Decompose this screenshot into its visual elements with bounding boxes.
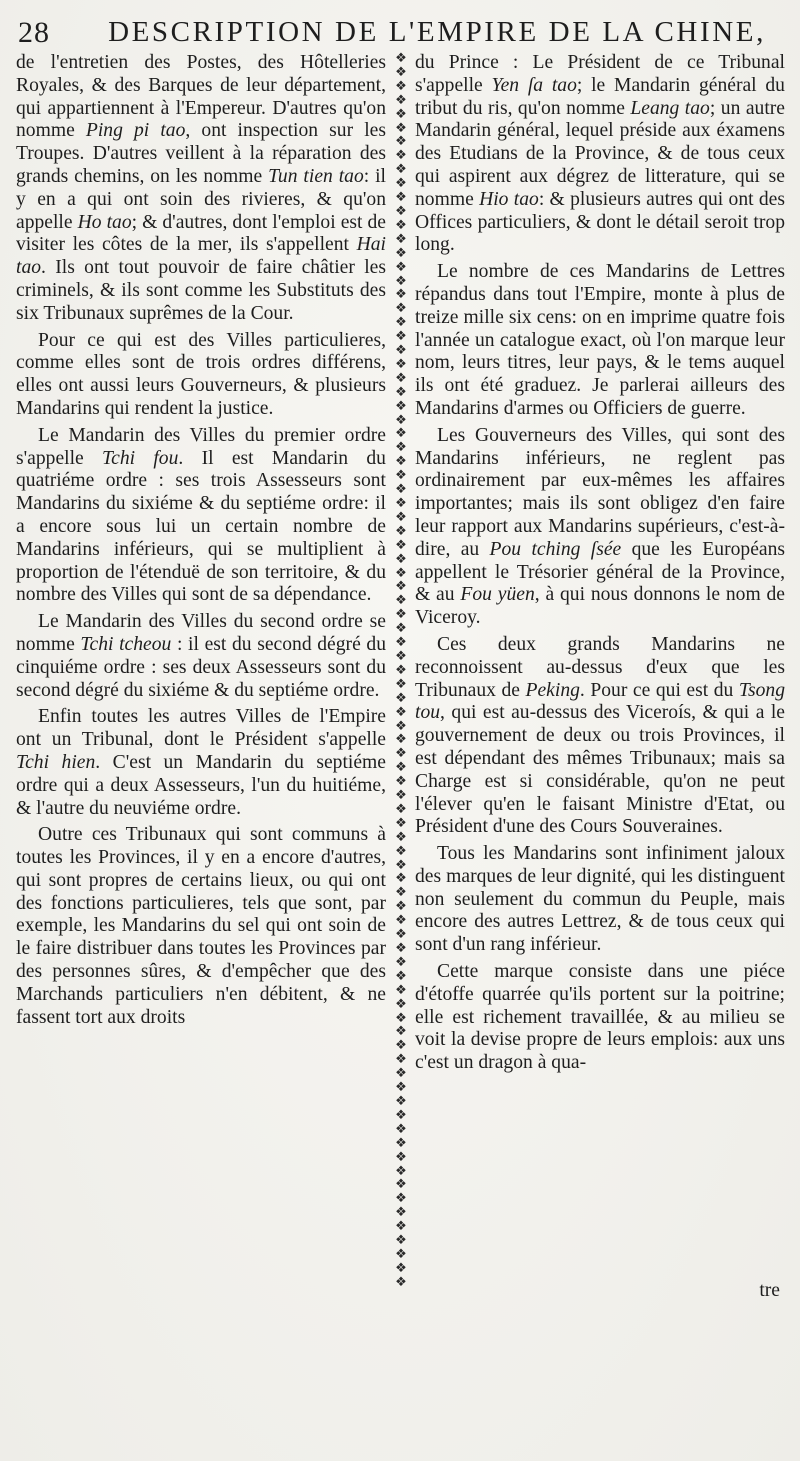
ornament-glyph: ❖ xyxy=(395,1093,407,1109)
ornament-glyph: ❖ xyxy=(395,941,407,956)
ornament-glyph: ❖ xyxy=(395,885,407,901)
italic-term: Tchi fou xyxy=(102,447,179,469)
ornament-glyph: ❖ xyxy=(395,1080,407,1096)
ornament-glyph: ❖ xyxy=(395,788,407,804)
ornament-glyph: ❖ xyxy=(395,843,407,859)
ornament-glyph: ❖ xyxy=(395,356,407,372)
ornament-glyph: ❖ xyxy=(395,551,407,567)
italic-term: Leang tao xyxy=(630,97,710,119)
italic-term: Hio tao xyxy=(479,188,539,210)
italic-term: Tchi tcheou xyxy=(80,633,172,655)
text-run: du Prince : Le Président de ce Tribunal s'appelle xyxy=(415,52,785,96)
italic-term: Ho tao xyxy=(77,211,132,233)
ornament-glyph: ❖ xyxy=(395,52,407,66)
ornament-glyph: ❖ xyxy=(395,718,407,734)
text-run: Pour ce qui est des Villes particulieres, comme elles sont de trois ordres différens, elles ont aussi leurs Gouverneurs, & plusieurs Mandarins qui rendent la justice. xyxy=(16,329,386,419)
ornament-glyph: ❖ xyxy=(395,496,407,511)
ornament-glyph: ❖ xyxy=(395,801,407,817)
ornament-glyph: ❖ xyxy=(395,1024,407,1040)
italic-term: Yen ſa tao xyxy=(491,74,577,96)
text-run: . Il est Mandarin du quatriéme ordre : ses trois Assesseurs sont Mandarins du sixiéme & du septiéme ordre: il a encore sous lui un certain nombre de Mandarins inférieurs, qui se multiplient à proportion de l'étenduë de son territoire, & du nombre des Villes qui sont de sa dépendance. xyxy=(16,447,386,606)
text-run: que les Européans appellent le Trésorier général de la Province, & au xyxy=(415,538,786,606)
text-run: de l'entretien des Postes, des Hôtelleries Royales, & des Barques de leur département, qui appartiennent à l'Empereur. D'autres qu'on nomme xyxy=(16,52,386,142)
ornament-glyph: ❖ xyxy=(395,148,407,164)
ornament-glyph: ❖ xyxy=(395,1246,407,1262)
ornament-glyph: ❖ xyxy=(395,662,407,678)
ornament-glyph: ❖ xyxy=(395,1219,407,1235)
italic-term: Tchi hien xyxy=(16,751,96,773)
text-run: , ont inspection sur les Troupes. D'autres veillent à la réparation des grands chemins, on les nomme xyxy=(16,120,387,187)
ornament-glyph: ❖ xyxy=(395,523,407,539)
ornament-glyph: ❖ xyxy=(395,162,407,178)
paragraph xyxy=(16,706,386,820)
ornament-glyph: ❖ xyxy=(395,370,407,386)
paragraph xyxy=(16,824,386,1029)
text-run: : il y en a qui ont soin des rivieres, & qu'on appelle xyxy=(16,165,387,233)
left-text-column xyxy=(16,52,386,1033)
ornament-glyph: ❖ xyxy=(395,287,407,303)
text-run: Tous les Mandarins sont infiniment jaloux des marques de leur dignité, qui les distinguent non seulement du commun du Peuple, mais encore des autres Lettrez, & de tous ceux qui sont d'un rang inférieur. xyxy=(415,843,785,956)
ornament-glyph: ❖ xyxy=(395,64,407,80)
running-title: DESCRIPTION DE L'EMPIRE DE LA CHINE, xyxy=(108,16,766,48)
ornament-glyph: ❖ xyxy=(395,134,407,150)
ornament-glyph: ❖ xyxy=(395,315,407,331)
ornament-glyph: ❖ xyxy=(395,1260,407,1276)
catchword: tre xyxy=(759,1280,780,1301)
ornament-glyph: ❖ xyxy=(395,1205,407,1221)
ornament-glyph: ❖ xyxy=(395,621,407,637)
text-run: ; & d'autres, dont l'emploi est de visiter les côtes de la mer, ils s'appellent xyxy=(16,211,386,256)
ornament-glyph: ❖ xyxy=(395,704,407,720)
ornament-glyph: ❖ xyxy=(395,78,407,94)
ornament-glyph: ❖ xyxy=(395,273,407,289)
ornament-glyph: ❖ xyxy=(395,245,407,261)
ornament-glyph: ❖ xyxy=(395,871,407,887)
ornament-glyph: ❖ xyxy=(395,1107,407,1123)
ornament-glyph: ❖ xyxy=(395,1066,407,1082)
ornament-glyph: ❖ xyxy=(395,857,407,873)
italic-term: Pou tching ſsée xyxy=(489,538,622,560)
ornament-glyph: ❖ xyxy=(395,954,407,970)
ornament-glyph: ❖ xyxy=(395,440,407,456)
ornament-glyph: ❖ xyxy=(395,92,407,108)
ornament-glyph: ❖ xyxy=(395,1135,407,1151)
ornament-glyph: ❖ xyxy=(395,913,407,929)
ornament-glyph: ❖ xyxy=(395,1163,407,1179)
ornament-glyph: ❖ xyxy=(395,760,407,776)
ornament-glyph: ❖ xyxy=(395,648,407,664)
text-run: , à qui nous donnons le nom de Viceroy. xyxy=(415,584,786,629)
ornament-glyph: ❖ xyxy=(395,815,407,831)
paragraph xyxy=(415,425,785,630)
ornament-glyph: ❖ xyxy=(395,384,407,400)
paragraph xyxy=(16,611,386,702)
text-run: ; un autre Mandarin général, lequel préside aux éxamens des Etudians de la Province, & de tous ceux qui aspirent aux dégrez de litterature, qui se nomme xyxy=(415,97,785,210)
italic-term: Tsong tou xyxy=(415,679,785,724)
ornament-glyph: ❖ xyxy=(395,565,407,581)
paragraph xyxy=(415,261,785,421)
paragraph xyxy=(415,843,785,957)
text-run: . C'est un Mandarin du septiéme ordre qui a deux Assesseurs, l'un du huitiéme, & l'autre du neuviéme ordre. xyxy=(16,751,386,819)
paragraph xyxy=(415,52,785,257)
italic-term: Peking xyxy=(525,679,580,701)
ornament-glyph: ❖ xyxy=(395,176,407,192)
right-text-column xyxy=(415,52,785,1079)
ornament-glyph: ❖ xyxy=(395,732,407,748)
ornament-glyph: ❖ xyxy=(395,398,407,414)
ornament-glyph: ❖ xyxy=(395,927,407,943)
ornament-glyph: ❖ xyxy=(395,301,407,317)
ornament-glyph: ❖ xyxy=(395,468,407,484)
page-number: 28 xyxy=(18,16,50,49)
paragraph xyxy=(415,961,785,1075)
ornament-glyph: ❖ xyxy=(395,899,407,915)
paragraph xyxy=(16,52,386,326)
ornament-glyph: ❖ xyxy=(395,1121,407,1137)
text-run: Le nombre de ces Mandarins de Lettres répandus dans tout l'Empire, monte à plus de treize mille six cens: on en imprime quatre fois l'année un catalogue exact, où l'on marque leur nom, leurs titres, leur pays, & le tems auquel ils ont été graduez. Je parlerai ailleurs des Mandarins d'armes ou Officiers de guerre. xyxy=(415,261,785,419)
ornament-glyph: ❖ xyxy=(395,106,407,122)
ornament-glyph: ❖ xyxy=(395,607,407,623)
ornament-glyph: ❖ xyxy=(395,412,407,428)
text-run: : & plusieurs autres qui ont des Offices particuliers, & dont le détail seroit trop long. xyxy=(415,188,786,256)
ornament-glyph: ❖ xyxy=(395,774,407,790)
ornament-glyph: ❖ xyxy=(395,968,407,984)
ornament-glyph: ❖ xyxy=(395,1177,407,1193)
ornament-glyph: ❖ xyxy=(395,329,407,345)
ornament-glyph: ❖ xyxy=(395,996,407,1012)
text-run: ; le Mandarin général du tribut du ris, qu'on nomme xyxy=(415,74,785,119)
ornament-glyph: ❖ xyxy=(395,1010,407,1026)
ornament-glyph: ❖ xyxy=(395,593,407,609)
ornament-glyph: ❖ xyxy=(395,190,407,206)
ornament-glyph: ❖ xyxy=(395,746,407,762)
ornament-glyph: ❖ xyxy=(395,1274,407,1288)
ornament-glyph: ❖ xyxy=(395,1191,407,1207)
text-run: Le Mandarin des Villes du second ordre se nomme xyxy=(16,611,386,655)
ornament-glyph: ❖ xyxy=(395,454,407,470)
text-run: Le Mandarin des Villes du premier ordre s'appelle xyxy=(16,424,386,469)
ornament-glyph: ❖ xyxy=(395,217,407,233)
italic-term: Ping pi tao xyxy=(85,120,186,142)
ornament-glyph: ❖ xyxy=(395,1052,407,1068)
text-run: Cette marque consiste dans une piéce d'étoffe quarrée qu'ils portent sur la poitrine; elle est richement travaillée, & au milieu se voit la devise propre de leurs emplois: aux uns c'est un dragon à qua- xyxy=(415,961,785,1074)
ornament-glyph: ❖ xyxy=(395,676,407,692)
text-run: Ces deux grands Mandarins ne reconnoissent au-dessus d'eux que les Tribunaux de xyxy=(415,633,785,701)
text-run: Enfin toutes les autres Villes de l'Empire ont un Tribunal, dont le Président s'appelle xyxy=(16,706,386,751)
italic-term: Fou yüen xyxy=(460,584,535,606)
ornament-glyph: ❖ xyxy=(395,829,407,845)
text-run: Les Gouverneurs des Villes, qui sont des Mandarins inférieurs, ne reglent pas ordinairement par eux-mêmes les affaires importantes; mais ils sont obligez d'en faire leur rapport aux Mandarins supérieurs, c'est-à-dire, au xyxy=(415,424,785,560)
ornament-glyph: ❖ xyxy=(395,537,407,553)
ornament-glyph: ❖ xyxy=(395,1038,407,1054)
text-run: . Ils ont tout pouvoir de faire châtier les criminels, & ils sont comme les Substituts des six Tribunaux suprêmes de la Cour. xyxy=(16,257,386,324)
ornament-glyph: ❖ xyxy=(395,1233,407,1249)
page-header xyxy=(14,14,790,54)
ornament-glyph: ❖ xyxy=(395,635,407,651)
italic-term: Hai tao xyxy=(16,234,386,279)
text-run: Outre ces Tribunaux qui sont communs à toutes les Provinces, il y en a encore d'autres, qui sont propres de certains lieux, ou qui ont des fonctions particulieres, tels que sont, par exemple, les Mandarins du sel qui ont soin de le faire distribuer dans toutes les Provinces par des personnes sûres, & d'empêcher que des Marchands particuliers n'en débitent, & ne fassent tort aux droits xyxy=(16,824,386,1028)
italic-term: Tun tien tao xyxy=(268,165,364,187)
text-run: . Pour ce qui est du xyxy=(579,679,739,701)
ornament-glyph: ❖ xyxy=(395,690,407,706)
ornament-glyph: ❖ xyxy=(395,203,407,219)
ornament-glyph: ❖ xyxy=(395,509,407,525)
text-run: : il est du second dégré du cinquiéme ordre : ses deux Assesseurs sont du second dégré du sixiéme & du septiéme ordre. xyxy=(16,633,386,701)
ornament-glyph: ❖ xyxy=(395,482,407,498)
paragraph xyxy=(16,330,386,421)
ornamental-column-divider xyxy=(393,52,409,1288)
ornament-glyph: ❖ xyxy=(395,120,407,136)
ornament-glyph: ❖ xyxy=(395,1149,407,1165)
ornament-glyph: ❖ xyxy=(395,982,407,998)
paragraph xyxy=(16,425,386,607)
ornament-glyph: ❖ xyxy=(395,579,407,595)
ornament-glyph: ❖ xyxy=(395,259,407,275)
text-run: , qui est au-dessus des Viceroís, & qui a le gouvernement de deux ou trois Provinces, il est dépendant des mêmes Tribunaux; mais sa Charge est si considérable, qu'on ne peut l'élever qu'en le faisant Ministre d'Etat, ou Président d'une des Cours Souveraines. xyxy=(415,702,785,838)
paragraph xyxy=(415,634,785,839)
ornament-glyph: ❖ xyxy=(395,231,407,247)
ornament-glyph: ❖ xyxy=(395,343,407,359)
ornament-glyph: ❖ xyxy=(395,426,407,442)
